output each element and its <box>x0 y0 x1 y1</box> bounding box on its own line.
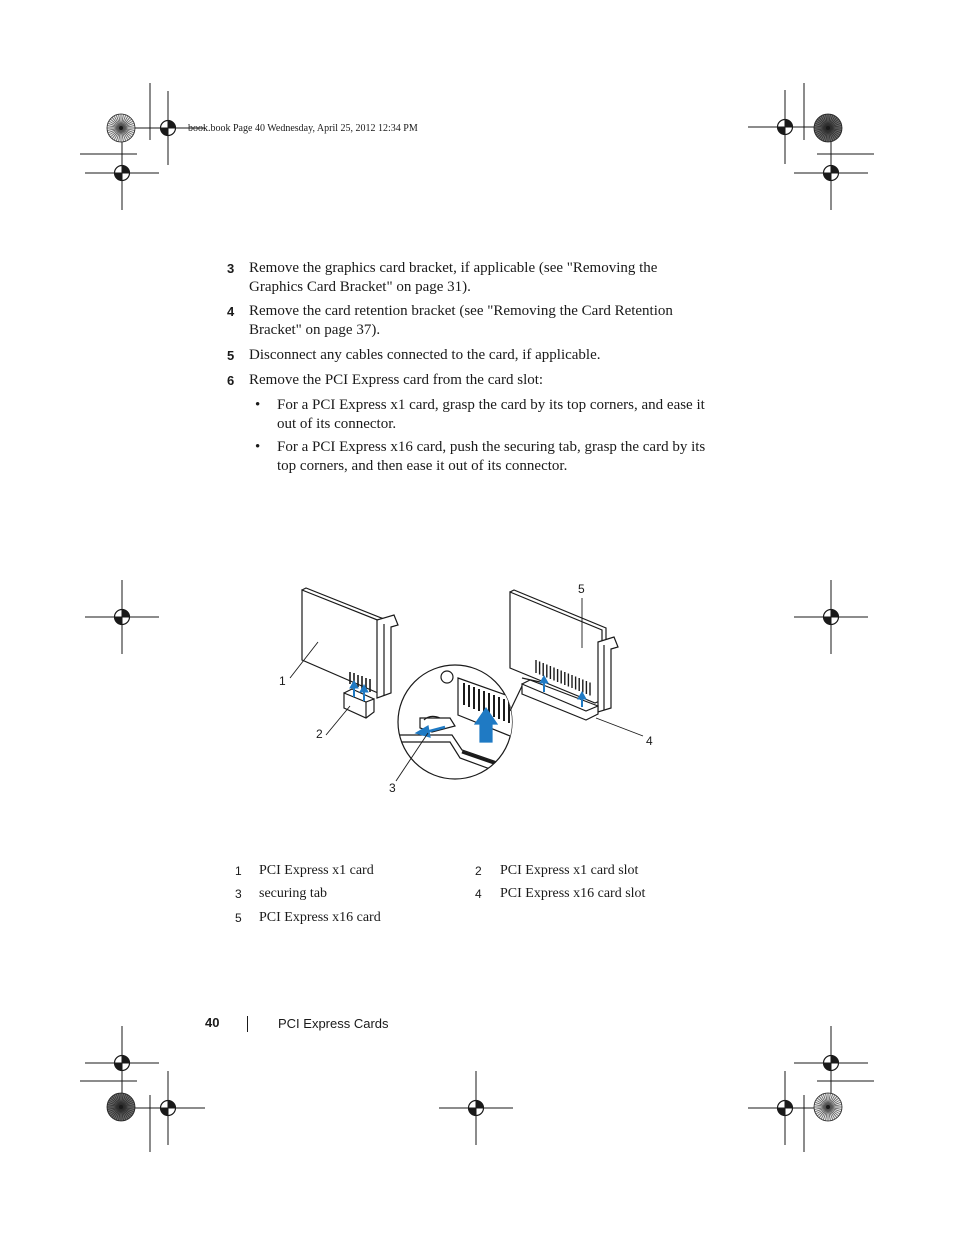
page-number: 40 <box>205 1015 220 1030</box>
legend-number: 1 <box>235 864 242 878</box>
step-number: 4 <box>227 304 235 319</box>
bullet-text-line: top corners, and then ease it out of its connector. <box>277 458 568 474</box>
callout-3: 3 <box>389 781 396 795</box>
footer-divider <box>247 1016 248 1032</box>
legend-label: PCI Express x16 card <box>259 910 381 925</box>
bullet-symbol: • <box>255 439 261 455</box>
step-number: 6 <box>227 373 235 388</box>
legend-number: 5 <box>235 911 242 925</box>
bullet-text-line: For a PCI Express x1 card, grasp the card by its top corners, and ease it <box>277 397 705 413</box>
legend-number: 3 <box>235 887 242 901</box>
detail-magnifier <box>398 665 522 780</box>
callout-5: 5 <box>578 582 585 596</box>
bullet-symbol: • <box>255 397 261 413</box>
pci-express-x1-card <box>302 588 398 698</box>
step-number: 5 <box>227 348 235 363</box>
legend-label: PCI Express x1 card <box>259 863 374 878</box>
step-text-line: Bracket" on page 37). <box>249 322 381 338</box>
step-text-line: Remove the graphics card bracket, if applicable (see "Removing the <box>249 260 658 276</box>
step-text-line: Remove the PCI Express card from the card slot: <box>249 372 544 388</box>
legend-number: 4 <box>475 887 482 901</box>
callout-4: 4 <box>646 734 653 748</box>
legend-label: PCI Express x16 card slot <box>500 886 646 901</box>
bullet-text-line: out of its connector. <box>277 416 397 432</box>
callout-1: 1 <box>279 674 286 688</box>
footer-section-title: PCI Express Cards <box>278 1016 389 1031</box>
step-number: 3 <box>227 261 235 276</box>
legend-number: 2 <box>475 864 482 878</box>
callout-2: 2 <box>316 727 323 741</box>
print-slug: book.book Page 40 Wednesday, April 25, 2012 12:34 PM <box>188 123 418 134</box>
legend-label: securing tab <box>259 886 328 901</box>
step-text-line: Graphics Card Bracket" on page 31). <box>249 279 471 295</box>
bullet-text-line: For a PCI Express x16 card, push the securing tab, grasp the card by its <box>277 439 706 455</box>
pci-express-x1-slot <box>344 689 374 718</box>
legend-label: PCI Express x1 card slot <box>500 863 639 878</box>
step-text-line: Remove the card retention bracket (see "Removing the Card Retention <box>249 303 673 319</box>
step-text-line: Disconnect any cables connected to the card, if applicable. <box>249 347 601 363</box>
